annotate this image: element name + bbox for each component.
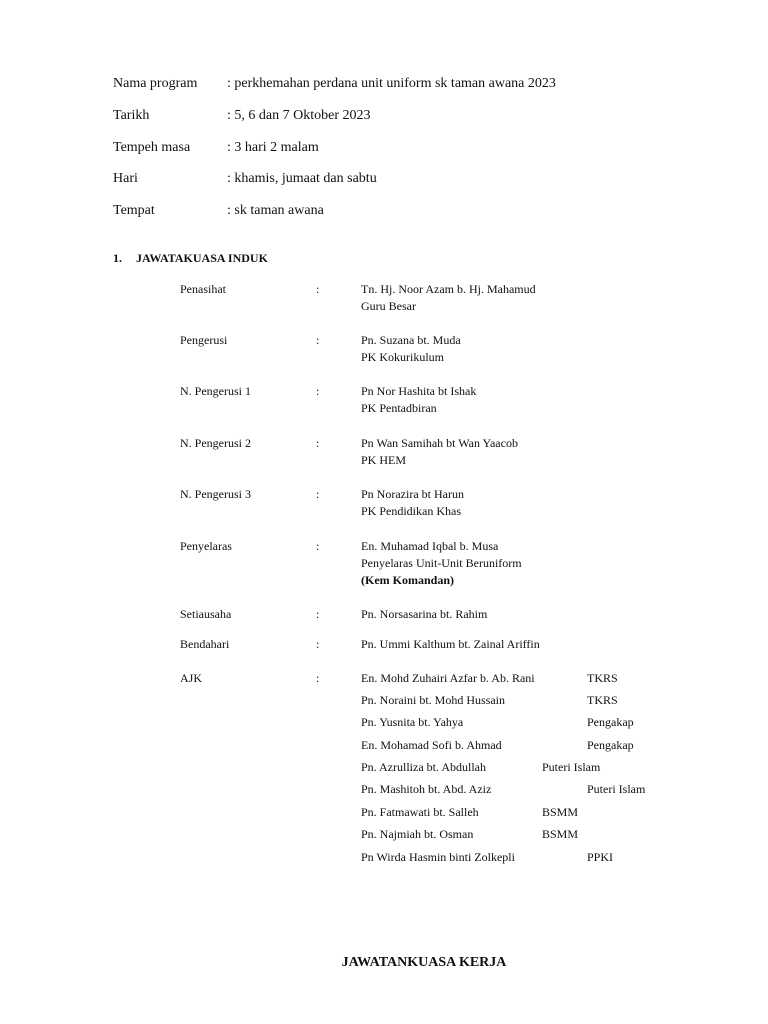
committee-names — [361, 606, 487, 623]
ajk-member-unit: Pengakap — [587, 715, 634, 729]
committee-colon: : — [316, 671, 320, 685]
committee-position: PK Kokurikulum — [361, 350, 445, 364]
committee-colon: : — [316, 487, 320, 501]
committee-colon: : — [316, 384, 320, 398]
committee-role: Penasihat — [180, 282, 226, 296]
ajk-member-name: En. Mohd Zuhairi Azfar b. Ab. Rani — [361, 671, 535, 685]
ajk-member-unit: BSMM — [542, 805, 579, 819]
committee-names — [361, 383, 476, 417]
ajk-member-unit: Puteri Islam — [542, 760, 601, 774]
ajk-member-name: Pn. Fatmawati bt. Salleh — [361, 805, 479, 819]
info-value: : perkhemahan perdana unit uniform sk taman awana 2023 — [227, 76, 556, 91]
info-row-venue — [113, 203, 324, 219]
committee-role: Setiausaha — [180, 607, 232, 621]
committee-name: Tn. Hj. Noor Azam b. Hj. Mahamud — [361, 282, 536, 296]
committee-role: Penyelaras — [180, 539, 232, 553]
working-committee-title: JAWATANKUASA KERJA — [341, 955, 507, 970]
committee-colon: : — [316, 607, 320, 621]
ajk-member-unit: BSMM — [542, 827, 579, 841]
ajk-member-name: Pn. Najmiah bt. Osman — [361, 827, 474, 841]
ajk-member-name: Pn. Noraini bt. Mohd Hussain — [361, 693, 505, 707]
ajk-member-unit: TKRS — [587, 671, 618, 685]
committee-names — [361, 281, 536, 315]
committee-colon: : — [316, 637, 320, 651]
committee-camp-commander: (Kem Komandan) — [361, 573, 454, 587]
info-value: : sk taman awana — [227, 203, 324, 218]
info-label: Tarikh — [113, 108, 150, 123]
committee-name: En. Muhamad Iqbal b. Musa — [361, 539, 499, 553]
ajk-member-name: Pn. Azrulliza bt. Abdullah — [361, 760, 486, 774]
committee-names — [361, 538, 522, 589]
committee-colon: : — [316, 333, 320, 347]
info-row-date — [113, 108, 370, 124]
ajk-member-unit: PPKI — [587, 850, 614, 864]
info-value: : 5, 6 dan 7 Oktober 2023 — [227, 108, 371, 123]
ajk-member-unit: Pengakap — [587, 738, 634, 752]
committee-colon: : — [316, 436, 320, 450]
committee-name: Pn. Suzana bt. Muda — [361, 333, 461, 347]
ajk-member-name: Pn. Mashitoh bt. Abd. Aziz — [361, 782, 492, 796]
committee-role: N. Pengerusi 3 — [180, 487, 251, 501]
ajk-member-name: Pn Wirda Hasmin binti Zolkepli — [361, 850, 515, 864]
committee-position: PK Pendidikan Khas — [361, 504, 461, 518]
info-label: Tempat — [113, 203, 155, 218]
committee-position: PK Pentadbiran — [361, 401, 437, 415]
info-label: Tempeh masa — [113, 140, 191, 155]
section-title: JAWATAKUASA INDUK — [136, 251, 268, 265]
ajk-member-unit: TKRS — [587, 693, 618, 707]
section-heading — [113, 251, 268, 266]
info-row-program-name — [113, 76, 556, 92]
ajk-member-name: En. Mohamad Sofi b. Ahmad — [361, 738, 502, 752]
committee-name: Pn Nor Hashita bt Ishak — [361, 384, 477, 398]
info-row-days — [113, 171, 377, 187]
info-value: : khamis, jumaat dan sabtu — [227, 171, 377, 186]
committee-role: Bendahari — [180, 637, 230, 651]
committee-position: PK HEM — [361, 453, 407, 467]
committee-names — [361, 636, 540, 653]
ajk-member-unit: Puteri Islam — [587, 782, 646, 796]
committee-position: Penyelaras Unit-Unit Beruniform — [361, 556, 522, 570]
info-label: Hari — [113, 171, 138, 186]
committee-position: Guru Besar — [361, 299, 416, 313]
committee-name: Pn. Ummi Kalthum bt. Zainal Ariffin — [361, 637, 540, 651]
committee-role: N. Pengerusi 2 — [180, 436, 251, 450]
committee-role: AJK — [180, 671, 203, 685]
info-label: Nama program — [113, 76, 198, 91]
info-row-duration — [113, 140, 319, 156]
ajk-member-name: Pn. Yusnita bt. Yahya — [361, 715, 464, 729]
committee-name: Pn Wan Samihah bt Wan Yaacob — [361, 436, 518, 450]
committee-names — [361, 332, 461, 366]
committee-names — [361, 486, 464, 520]
committee-role: N. Pengerusi 1 — [180, 384, 251, 398]
info-value: : 3 hari 2 malam — [227, 140, 319, 155]
section-number: 1. — [113, 251, 122, 265]
committee-name: Pn Norazira bt Harun — [361, 487, 464, 501]
committee-role: Pengerusi — [180, 333, 228, 347]
committee-names — [361, 435, 518, 469]
committee-name: Pn. Norsasarina bt. Rahim — [361, 607, 488, 621]
committee-colon: : — [316, 539, 320, 553]
committee-colon: : — [316, 282, 320, 296]
